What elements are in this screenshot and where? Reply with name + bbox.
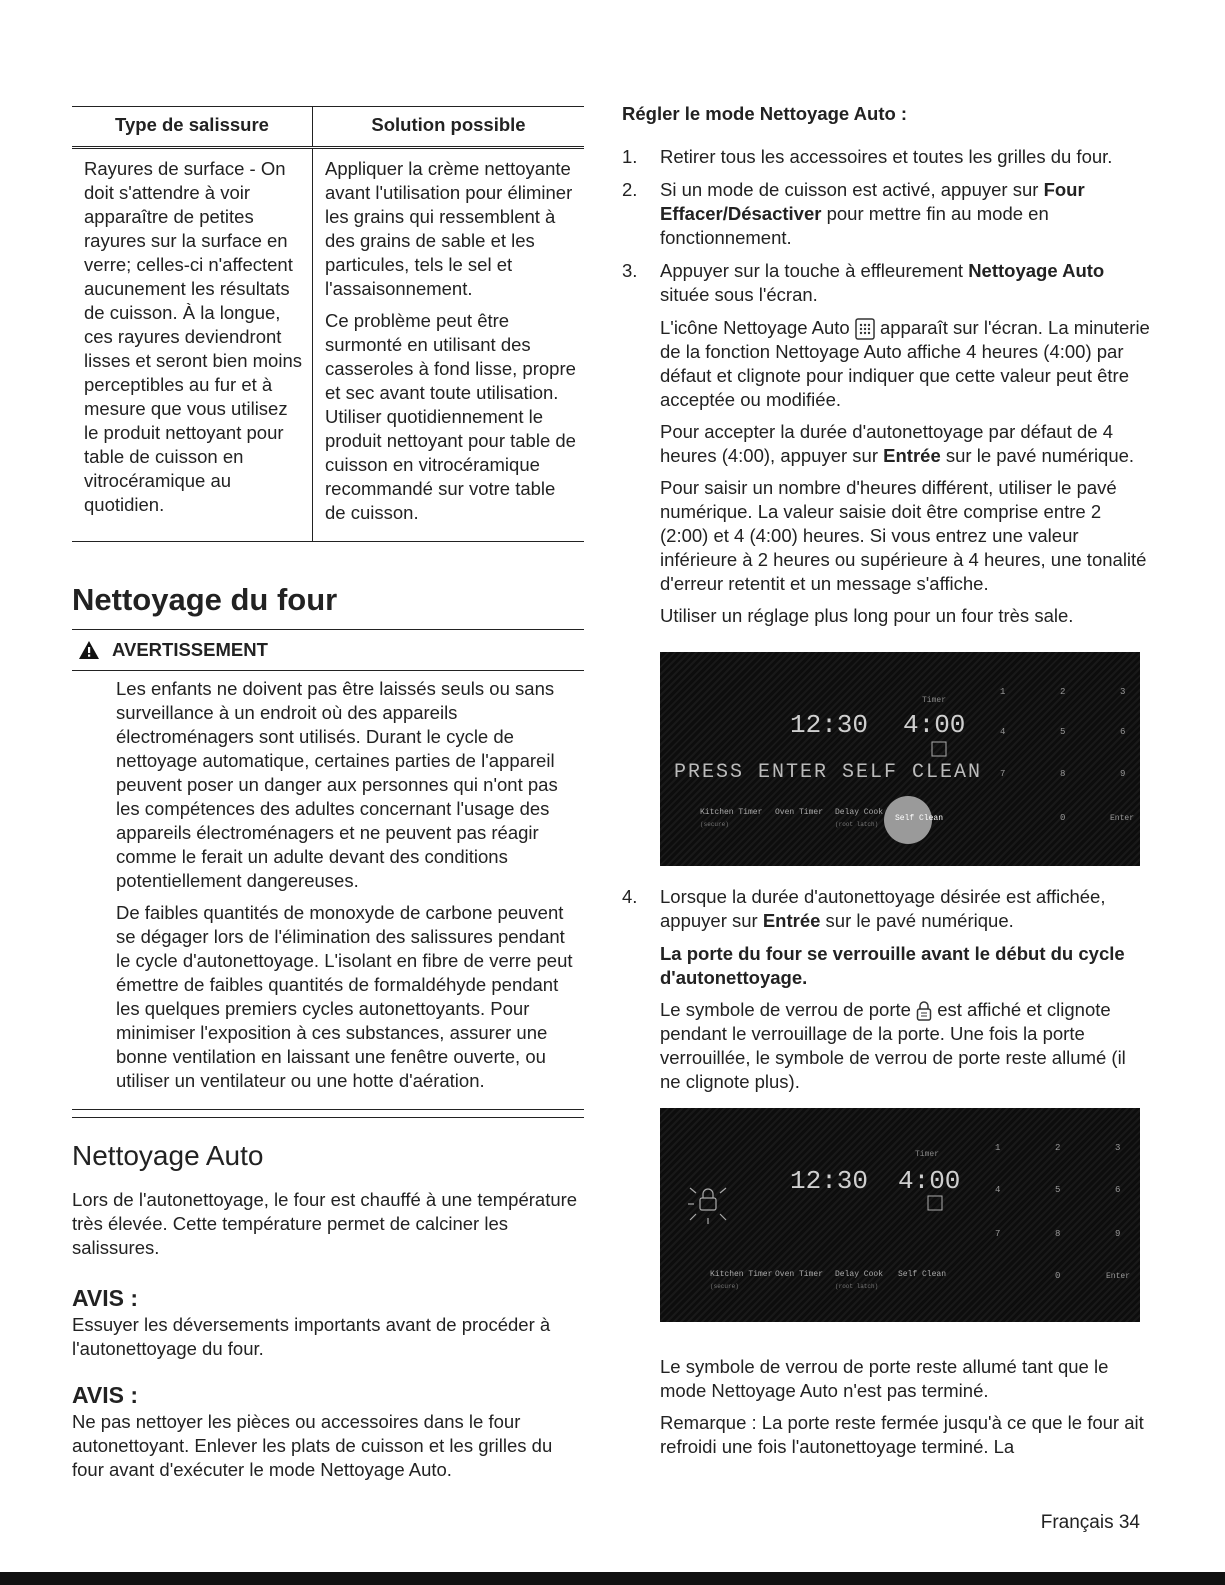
notice-title: AVIS :	[72, 1382, 139, 1408]
delay-cook-button[interactable]: Delay Cook	[835, 1270, 884, 1279]
table-cell-solution: Appliquer la crème nettoyante avant l'utilisation pour éliminer les grains qui ressemblent à des grains de sable et les particules, tels le sel et l'assaisonnement. Ce problème peut être surmonté en utilisant des casseroles à fond lisse, propre et sec avant toute utilisation. Utiliser quotidiennement le produit nettoyant pour table de cuisson en vitrocéramique recommandé sur votre table de cuisson.	[313, 148, 585, 542]
display-svg	[660, 1108, 1140, 1322]
keypad-key[interactable]: 1	[1000, 687, 1006, 697]
display-svg	[660, 652, 1140, 866]
lock-notice: La porte du four se verrouille avant le début du cycle d'autonettoyage.	[660, 943, 1125, 988]
door-lock-icon	[688, 1188, 726, 1224]
warning-label: AVERTISSEMENT	[112, 639, 268, 660]
warning-body	[72, 671, 584, 1109]
keypad-key[interactable]: 3	[1115, 1143, 1121, 1153]
keypad-key[interactable]: 4	[1000, 727, 1006, 737]
list-item: 1. Retirer tous les accessoires et toutes les grilles du four.	[622, 146, 1113, 167]
intro-text: Lors de l'autonettoyage, le four est chauffé à une température très élevée. Cette température permet de calciner les salissures.	[72, 1189, 578, 1258]
keypad-key[interactable]: 9	[1115, 1229, 1121, 1239]
table-row	[72, 148, 584, 542]
timer-display: 4:00	[903, 710, 966, 740]
warning-paragraph: Les enfants ne doivent pas être laissés seuls ou sans surveillance à un endroit où des appareils électroménagers sont utilisés. Durant le cycle de nettoyage automatique, certaines parties de l'appareil peuvent poser un danger aux personnes qui n'ont pas les compétences des adultes concernant l'usage des appareils électroménagers et ne peuvent pas réagir comme le ferait un adulte devant des conditions potentiellement dangereuses.	[116, 678, 558, 891]
procedure-steps: 1. Retirer tous les accessoires et toutes les grilles du four. 2. Si un mode de cuisson est activé, appuyer sur Four Effacer/Désactiver pour mettre fin au mode en fonctionnement. 3. Appuyer sur la touche à effleurement Nettoyage Auto située sous l'écran. L'icône Nettoyage Auto apparaît sur l'écran. La minuterie de la fonction Nettoyage Auto affiche 4 heures (4:00) par défaut et clignote pour indiquer que cette valeur peut être acceptée ou modifiée. Pour accepter la durée d'autonettoyage par défaut de 4 heures (4:00), appuyer sur Entrée sur le pavé numérique. Pour saisir un nombre d'heures différent, utiliser le pavé numérique. La valeur saisie doit être comprise entre 2 (2:00) et 4 (4:00) heures. Si vous entrez une valeur inférieure à 2 heures ou supérieure à 4 heures, une tonalité d'erreur retentit et un message s'affiche. Utiliser un réglage plus long pour un four très sale.	[622, 146, 1150, 627]
keypad-key[interactable]: 6	[1120, 727, 1126, 737]
soil-table	[72, 106, 584, 542]
control-panel-image-locked	[660, 1108, 1140, 1322]
keypad-key[interactable]: 0	[1055, 1271, 1061, 1281]
keypad-key[interactable]: 2	[1055, 1143, 1061, 1153]
timer-label: Timer	[922, 696, 947, 705]
display-message: PRESS ENTER SELF CLEAN	[674, 761, 983, 784]
list-item: 4. Lorsque la durée d'autonettoyage désirée est affichée, appuyer sur Entrée sur le pavé numérique.	[622, 886, 1106, 931]
keypad-key[interactable]: 3	[1120, 687, 1126, 697]
list-item: 3. Appuyer sur la touche à effleurement Nettoyage Auto située sous l'écran.	[622, 260, 1105, 305]
timer-display: 4:00	[898, 1166, 961, 1196]
keypad-key[interactable]: 4	[995, 1185, 1001, 1195]
after-paragraph: Le symbole de verrou de porte reste allumé tant que le mode Nettoyage Auto n'est pas terminé.	[660, 1356, 1109, 1401]
keypad-key[interactable]: 7	[1000, 769, 1006, 779]
list-item: 2. Si un mode de cuisson est activé, appuyer sur Four Effacer/Désactiver pour mettre fin au mode en fonctionnement.	[622, 179, 1085, 248]
kitchen-timer-button[interactable]: Kitchen Timer	[710, 1270, 773, 1279]
self-clean-icon	[855, 318, 875, 340]
keypad-key[interactable]: 8	[1060, 769, 1066, 779]
warning-box	[72, 629, 584, 1110]
delay-cook-sublabel: (root latch)	[835, 821, 879, 828]
keypad-key[interactable]: 1	[995, 1143, 1001, 1153]
delay-cook-button[interactable]: Delay Cook	[835, 808, 884, 817]
keypad-key[interactable]: 6	[1115, 1185, 1121, 1195]
procedure-steps-continued: 4. Lorsque la durée d'autonettoyage désirée est affichée, appuyer sur Entrée sur le pavé numérique. La porte du four se verrouille avant le début du cycle d'autonettoyage. Le symbole de verrou de porte est affiché et clignote pendant le verrouillage de la porte. Une fois la porte verrouillée, le symbole de verrou de porte reste allumé (il ne clignote plus).	[622, 885, 1150, 1102]
enter-key[interactable]: Enter	[1106, 1272, 1131, 1281]
notice-text: Essuyer les déversements importants avant de procéder à l'autonettoyage du four.	[72, 1314, 551, 1359]
self-clean-icon	[928, 1196, 942, 1210]
keypad-key[interactable]: 2	[1060, 687, 1066, 697]
door-lock-icon	[916, 1000, 932, 1022]
delay-cook-sublabel: (root latch)	[835, 1283, 879, 1290]
kitchen-timer-sublabel: (secure)	[710, 1283, 739, 1290]
notice-text: Ne pas nettoyer les pièces ou accessoires dans le four autonettoyant. Enlever les plats de cuisson et les grilles du four avant d'exécuter le mode Nettoyage Auto.	[72, 1411, 553, 1480]
keypad-key[interactable]: 7	[995, 1229, 1001, 1239]
section-title: Nettoyage du four	[72, 582, 338, 617]
subsection-title: Nettoyage Auto	[72, 1140, 264, 1171]
oven-timer-button[interactable]: Oven Timer	[775, 1270, 824, 1279]
table-cell-soil: Rayures de surface - On doit s'attendre à voir apparaître de petites rayures sur la surface en verre; celles-ci n'affectent aucunement les résultats de cuisson. À la longue, ces rayures deviendront lisses et seront bien moins perceptibles au fur et à mesure que vous utilisez le produit nettoyant pour table de cuisson en vitrocéramique au quotidien.	[72, 148, 313, 542]
keypad-key[interactable]: 0	[1060, 813, 1066, 823]
keypad-key[interactable]: 8	[1055, 1229, 1061, 1239]
clock-display: 12:30	[790, 1166, 869, 1196]
warning-paragraph: De faibles quantités de monoxyde de carbone peuvent se dégager lors de l'élimination des salissures pendant le cycle d'autonettoyage. L'isolant en fibre de verre peut émettre de faibles quantités de formaldéhyde pendant les quelques premiers cycles autonettoyants. Pour minimiser l'exposition à ces substances, assurer une bonne ventilation en laissant une fenêtre ouverte, ou utiliser un ventilateur ou une hotte d'aération.	[116, 902, 573, 1091]
keypad-key[interactable]: 9	[1120, 769, 1126, 779]
after-paragraph: Remarque : La porte reste fermée jusqu'à ce que le four ait refroidi une fois l'autonettoyage terminé. La	[660, 1412, 1144, 1457]
warning-triangle-icon	[78, 640, 100, 660]
table-header-soil-type: Type de salissure	[72, 107, 313, 148]
notice-title: AVIS :	[72, 1285, 139, 1311]
timer-label: Timer	[915, 1150, 940, 1159]
kitchen-timer-button[interactable]: Kitchen Timer	[700, 808, 763, 817]
page-edge	[0, 1572, 1225, 1585]
self-clean-button[interactable]: Self Clean	[898, 1270, 947, 1279]
self-clean-button[interactable]: Self Clean	[895, 814, 944, 823]
kitchen-timer-sublabel: (secure)	[700, 821, 729, 828]
clock-display: 12:30	[790, 710, 869, 740]
warning-header	[72, 630, 584, 671]
procedure-heading: Régler le mode Nettoyage Auto :	[622, 103, 908, 124]
keypad-key[interactable]: 5	[1060, 727, 1066, 737]
keypad-key[interactable]: 5	[1055, 1185, 1061, 1195]
self-clean-icon	[932, 742, 946, 756]
enter-key[interactable]: Enter	[1110, 814, 1135, 823]
oven-timer-button[interactable]: Oven Timer	[775, 808, 824, 817]
control-panel-image	[660, 652, 1140, 866]
table-header-solution: Solution possible	[313, 107, 585, 148]
page-footer: Français 34	[1040, 1512, 1140, 1533]
